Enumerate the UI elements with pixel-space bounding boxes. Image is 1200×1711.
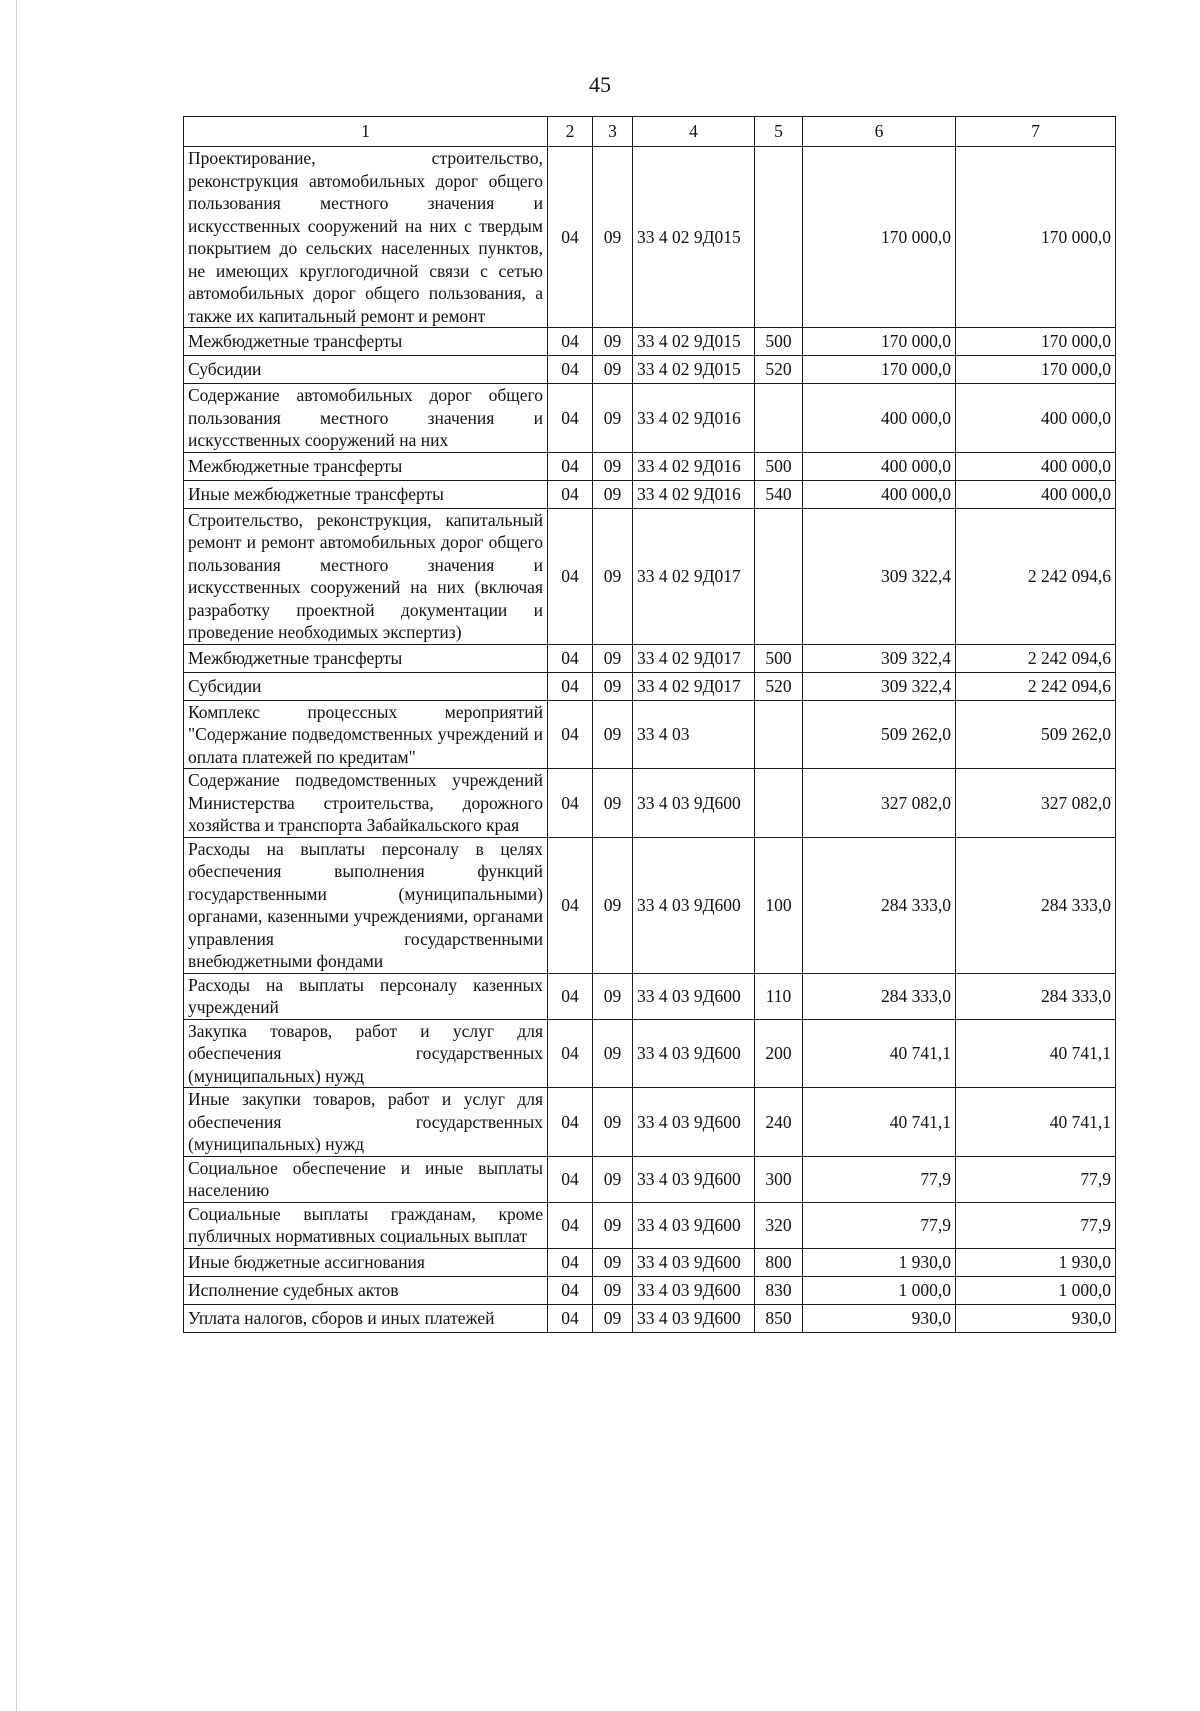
header-cell: 7 (956, 117, 1116, 147)
row-name-cell: Строительство, реконструкция, капитальный ремонт и ремонт автомобильных дорог общего пользования местного значения и искусственных сооружений на них (включая разработку проектной документации и проведение необходимых экспертиз) (184, 508, 548, 644)
row-target-article-cell: 33 4 03 9Д600 (633, 1202, 755, 1248)
table-row (184, 508, 1116, 644)
row-name-cell: Расходы на выплаты персоналу казенных учреждений (184, 973, 548, 1019)
row-name-cell: Межбюджетные трансферты (184, 452, 548, 480)
header-cell: 4 (633, 117, 755, 147)
row-expense-type-cell: 830 (755, 1276, 803, 1304)
row-expense-type-cell: 520 (755, 672, 803, 700)
row-amount-2-cell: 40 741,1 (956, 1088, 1116, 1157)
row-subsection-cell: 09 (593, 1202, 633, 1248)
row-amount-2-cell: 400 000,0 (956, 480, 1116, 508)
row-subsection-cell: 09 (593, 700, 633, 769)
row-subsection-cell: 09 (593, 672, 633, 700)
row-amount-1-cell: 509 262,0 (803, 700, 956, 769)
row-name-cell: Социальное обеспечение и иные выплаты населению (184, 1156, 548, 1202)
table-row (184, 644, 1116, 672)
row-section-cell: 04 (548, 1276, 593, 1304)
row-expense-type-cell: 500 (755, 452, 803, 480)
row-subsection-cell: 09 (593, 508, 633, 644)
row-name-cell: Содержание автомобильных дорог общего пользования местного значения и искусственных сооружений на них (184, 384, 548, 453)
row-expense-type-cell: 540 (755, 480, 803, 508)
row-name-cell: Иные межбюджетные трансферты (184, 480, 548, 508)
row-name-cell: Межбюджетные трансферты (184, 644, 548, 672)
row-target-article-cell: 33 4 02 9Д016 (633, 384, 755, 453)
row-target-article-cell: 33 4 02 9Д015 (633, 328, 755, 356)
row-amount-1-cell: 40 741,1 (803, 1019, 956, 1088)
row-expense-type-cell: 800 (755, 1248, 803, 1276)
row-subsection-cell: 09 (593, 1276, 633, 1304)
row-subsection-cell: 09 (593, 384, 633, 453)
row-amount-1-cell: 284 333,0 (803, 837, 956, 973)
row-amount-2-cell: 77,9 (956, 1202, 1116, 1248)
row-expense-type-cell: 850 (755, 1304, 803, 1332)
row-section-cell: 04 (548, 356, 593, 384)
row-amount-2-cell: 509 262,0 (956, 700, 1116, 769)
row-section-cell: 04 (548, 508, 593, 644)
row-target-article-cell: 33 4 03 9Д600 (633, 1156, 755, 1202)
row-target-article-cell: 33 4 02 9Д017 (633, 644, 755, 672)
row-amount-1-cell: 309 322,4 (803, 644, 956, 672)
row-amount-2-cell: 170 000,0 (956, 328, 1116, 356)
row-name-cell: Социальные выплаты гражданам, кроме публичных нормативных социальных выплат (184, 1202, 548, 1248)
row-expense-type-cell: 520 (755, 356, 803, 384)
row-section-cell: 04 (548, 769, 593, 838)
row-target-article-cell: 33 4 02 9Д015 (633, 147, 755, 328)
table-row (184, 480, 1116, 508)
table-row (184, 700, 1116, 769)
row-name-cell: Закупка товаров, работ и услуг для обеспечения государственных (муниципальных) нужд (184, 1019, 548, 1088)
row-amount-2-cell: 170 000,0 (956, 147, 1116, 328)
row-subsection-cell: 09 (593, 147, 633, 328)
table-row (184, 384, 1116, 453)
row-subsection-cell: 09 (593, 837, 633, 973)
row-section-cell: 04 (548, 147, 593, 328)
row-target-article-cell: 33 4 03 9Д600 (633, 1304, 755, 1332)
header-cell: 5 (755, 117, 803, 147)
row-amount-1-cell: 400 000,0 (803, 452, 956, 480)
row-target-article-cell: 33 4 03 9Д600 (633, 1088, 755, 1157)
row-amount-1-cell: 327 082,0 (803, 769, 956, 838)
row-expense-type-cell (755, 769, 803, 838)
row-subsection-cell: 09 (593, 480, 633, 508)
row-section-cell: 04 (548, 1248, 593, 1276)
row-name-cell: Расходы на выплаты персоналу в целях обеспечения выполнения функций государственными (муниципальными) органами, казенными учреждениями, органами управления государственными внебюджетными фондами (184, 837, 548, 973)
budget-table (183, 116, 1116, 1333)
table-row (184, 973, 1116, 1019)
table-row (184, 1202, 1116, 1248)
row-amount-1-cell: 309 322,4 (803, 508, 956, 644)
row-section-cell: 04 (548, 480, 593, 508)
row-target-article-cell: 33 4 03 9Д600 (633, 837, 755, 973)
row-expense-type-cell (755, 147, 803, 328)
row-expense-type-cell (755, 700, 803, 769)
table-row (184, 147, 1116, 328)
table-row (184, 1276, 1116, 1304)
scan-margin-line (16, 0, 17, 1711)
row-amount-2-cell: 77,9 (956, 1156, 1116, 1202)
row-amount-2-cell: 170 000,0 (956, 356, 1116, 384)
row-expense-type-cell: 500 (755, 328, 803, 356)
row-name-cell: Иные закупки товаров, работ и услуг для обеспечения государственных (муниципальных) нужд (184, 1088, 548, 1157)
row-section-cell: 04 (548, 973, 593, 1019)
row-amount-2-cell: 40 741,1 (956, 1019, 1116, 1088)
row-target-article-cell: 33 4 02 9Д016 (633, 452, 755, 480)
row-amount-1-cell: 77,9 (803, 1202, 956, 1248)
table-row (184, 1088, 1116, 1157)
row-amount-2-cell: 400 000,0 (956, 384, 1116, 453)
row-subsection-cell: 09 (593, 1304, 633, 1332)
row-name-cell: Уплата налогов, сборов и иных платежей (184, 1304, 548, 1332)
row-section-cell: 04 (548, 1088, 593, 1157)
row-target-article-cell: 33 4 03 9Д600 (633, 1276, 755, 1304)
table-row (184, 1304, 1116, 1332)
row-name-cell: Субсидии (184, 672, 548, 700)
row-amount-2-cell: 930,0 (956, 1304, 1116, 1332)
table-row (184, 1156, 1116, 1202)
table-row (184, 769, 1116, 838)
table-header-row (184, 117, 1116, 147)
row-target-article-cell: 33 4 03 9Д600 (633, 973, 755, 1019)
row-expense-type-cell (755, 384, 803, 453)
table-row (184, 452, 1116, 480)
row-target-article-cell: 33 4 03 9Д600 (633, 1019, 755, 1088)
row-amount-1-cell: 400 000,0 (803, 480, 956, 508)
row-name-cell: Субсидии (184, 356, 548, 384)
row-amount-2-cell: 2 242 094,6 (956, 672, 1116, 700)
row-name-cell: Комплекс процессных мероприятий "Содержание подведомственных учреждений и оплата платежей по кредитам" (184, 700, 548, 769)
table-row (184, 672, 1116, 700)
row-name-cell: Содержание подведомственных учреждений Министерства строительства, дорожного хозяйства и транспорта Забайкальского края (184, 769, 548, 838)
row-section-cell: 04 (548, 700, 593, 769)
row-subsection-cell: 09 (593, 1019, 633, 1088)
row-target-article-cell: 33 4 03 9Д600 (633, 769, 755, 838)
row-amount-2-cell: 284 333,0 (956, 837, 1116, 973)
row-subsection-cell: 09 (593, 973, 633, 1019)
row-amount-2-cell: 400 000,0 (956, 452, 1116, 480)
row-subsection-cell: 09 (593, 328, 633, 356)
row-subsection-cell: 09 (593, 356, 633, 384)
row-amount-1-cell: 170 000,0 (803, 328, 956, 356)
row-section-cell: 04 (548, 1156, 593, 1202)
row-amount-1-cell: 400 000,0 (803, 384, 956, 453)
header-cell: 1 (184, 117, 548, 147)
row-name-cell: Проектирование, строительство, реконструкция автомобильных дорог общего пользования местного значения и искусственных сооружений на них с твердым покрытием до сельских населенных пунктов, не имеющих круглогодичной связи с сетью автомобильных дорог общего пользования, а также их капитальный ремонт и ремонт (184, 147, 548, 328)
row-amount-1-cell: 40 741,1 (803, 1088, 956, 1157)
row-subsection-cell: 09 (593, 1156, 633, 1202)
row-expense-type-cell: 240 (755, 1088, 803, 1157)
row-section-cell: 04 (548, 1202, 593, 1248)
row-target-article-cell: 33 4 02 9Д016 (633, 480, 755, 508)
row-amount-1-cell: 77,9 (803, 1156, 956, 1202)
row-amount-1-cell: 284 333,0 (803, 973, 956, 1019)
row-amount-1-cell: 170 000,0 (803, 356, 956, 384)
row-amount-2-cell: 2 242 094,6 (956, 644, 1116, 672)
row-subsection-cell: 09 (593, 1088, 633, 1157)
row-name-cell: Межбюджетные трансферты (184, 328, 548, 356)
table-row (184, 328, 1116, 356)
row-section-cell: 04 (548, 672, 593, 700)
row-amount-1-cell: 309 322,4 (803, 672, 956, 700)
row-subsection-cell: 09 (593, 1248, 633, 1276)
row-amount-2-cell: 2 242 094,6 (956, 508, 1116, 644)
row-target-article-cell: 33 4 02 9Д017 (633, 672, 755, 700)
row-subsection-cell: 09 (593, 644, 633, 672)
row-section-cell: 04 (548, 1304, 593, 1332)
table-row (184, 1248, 1116, 1276)
row-expense-type-cell: 300 (755, 1156, 803, 1202)
page-number: 45 (589, 72, 611, 97)
row-expense-type-cell: 200 (755, 1019, 803, 1088)
header-cell: 2 (548, 117, 593, 147)
table-row (184, 837, 1116, 973)
row-expense-type-cell: 320 (755, 1202, 803, 1248)
row-target-article-cell: 33 4 02 9Д015 (633, 356, 755, 384)
table-row (184, 356, 1116, 384)
row-section-cell: 04 (548, 837, 593, 973)
row-amount-1-cell: 1 000,0 (803, 1276, 956, 1304)
row-amount-2-cell: 1 000,0 (956, 1276, 1116, 1304)
row-target-article-cell: 33 4 02 9Д017 (633, 508, 755, 644)
row-name-cell: Иные бюджетные ассигнования (184, 1248, 548, 1276)
row-section-cell: 04 (548, 384, 593, 453)
row-section-cell: 04 (548, 328, 593, 356)
row-name-cell: Исполнение судебных актов (184, 1276, 548, 1304)
row-subsection-cell: 09 (593, 769, 633, 838)
row-amount-2-cell: 1 930,0 (956, 1248, 1116, 1276)
row-amount-2-cell: 327 082,0 (956, 769, 1116, 838)
row-amount-2-cell: 284 333,0 (956, 973, 1116, 1019)
row-expense-type-cell: 500 (755, 644, 803, 672)
table-row (184, 1019, 1116, 1088)
row-amount-1-cell: 170 000,0 (803, 147, 956, 328)
row-subsection-cell: 09 (593, 452, 633, 480)
row-section-cell: 04 (548, 1019, 593, 1088)
header-cell: 3 (593, 117, 633, 147)
row-amount-1-cell: 930,0 (803, 1304, 956, 1332)
row-target-article-cell: 33 4 03 9Д600 (633, 1248, 755, 1276)
row-expense-type-cell (755, 508, 803, 644)
header-cell: 6 (803, 117, 956, 147)
row-section-cell: 04 (548, 644, 593, 672)
row-section-cell: 04 (548, 452, 593, 480)
row-target-article-cell: 33 4 03 (633, 700, 755, 769)
row-expense-type-cell: 110 (755, 973, 803, 1019)
row-amount-1-cell: 1 930,0 (803, 1248, 956, 1276)
row-expense-type-cell: 100 (755, 837, 803, 973)
